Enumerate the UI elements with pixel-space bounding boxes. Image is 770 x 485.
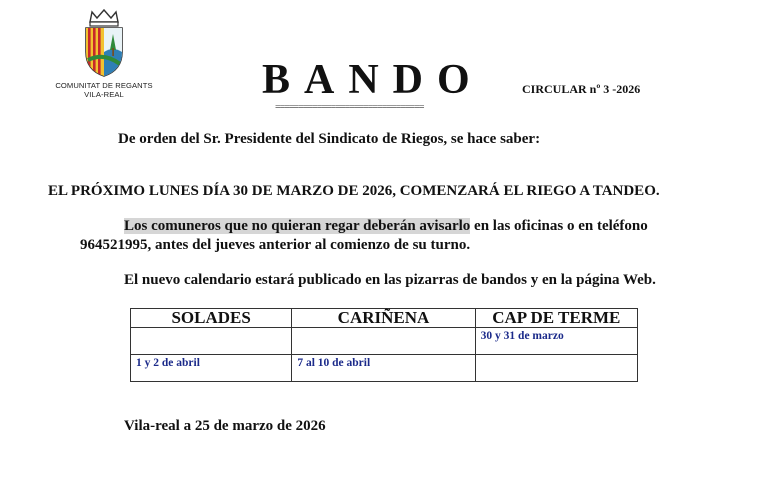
notice-line-2: 964521995, antes del jueves anterior al comienzo de su turno.: [80, 237, 471, 253]
intro-line: De orden del Sr. Presidente del Sindicato de Riegos, se hace saber:: [118, 131, 541, 147]
organization-city: VILA-REAL: [84, 90, 124, 99]
column-header: CARIÑENA: [292, 309, 475, 328]
highlighted-text: Los comuneros que no quieran regar deberán avisarlo: [124, 218, 471, 234]
table-row: [131, 355, 638, 382]
column-header: CAP DE TERME: [475, 309, 637, 328]
announcement-line: EL PRÓXIMO LUNES DÍA 30 DE MARZO DE 2026, COMENZARÁ EL RIEGO A TANDEO.: [48, 183, 660, 199]
document-title: BANDO: [262, 57, 484, 103]
place-and-date: Vila-real a 25 de marzo de 2026: [124, 418, 326, 434]
circular-number: CIRCULAR nº 3 -2026: [522, 82, 641, 96]
table-cell: 1 y 2 de abril: [131, 355, 292, 382]
table-cell: [292, 328, 475, 355]
table-cell: [131, 328, 292, 355]
calendar-note: El nuevo calendario estará publicado en las pizarras de bandos y en la página Web.: [124, 272, 656, 288]
coat-of-arms-logo: [52, 8, 156, 98]
crest-icon: [78, 8, 130, 78]
notice-line: [124, 218, 648, 235]
schedule-table: [130, 308, 638, 382]
table-header-row: [131, 309, 638, 328]
column-header: SOLADES: [131, 309, 292, 328]
notice-text: en las oficinas o en teléfono: [470, 218, 648, 234]
table-cell: 7 al 10 de abril: [292, 355, 475, 382]
table-cell: 30 y 31 de marzo: [475, 328, 637, 355]
table-cell: [475, 355, 637, 382]
organization-name: COMUNITAT DE REGANTS: [55, 81, 153, 90]
title-underline: ================================: [275, 102, 424, 113]
table-row: [131, 328, 638, 355]
